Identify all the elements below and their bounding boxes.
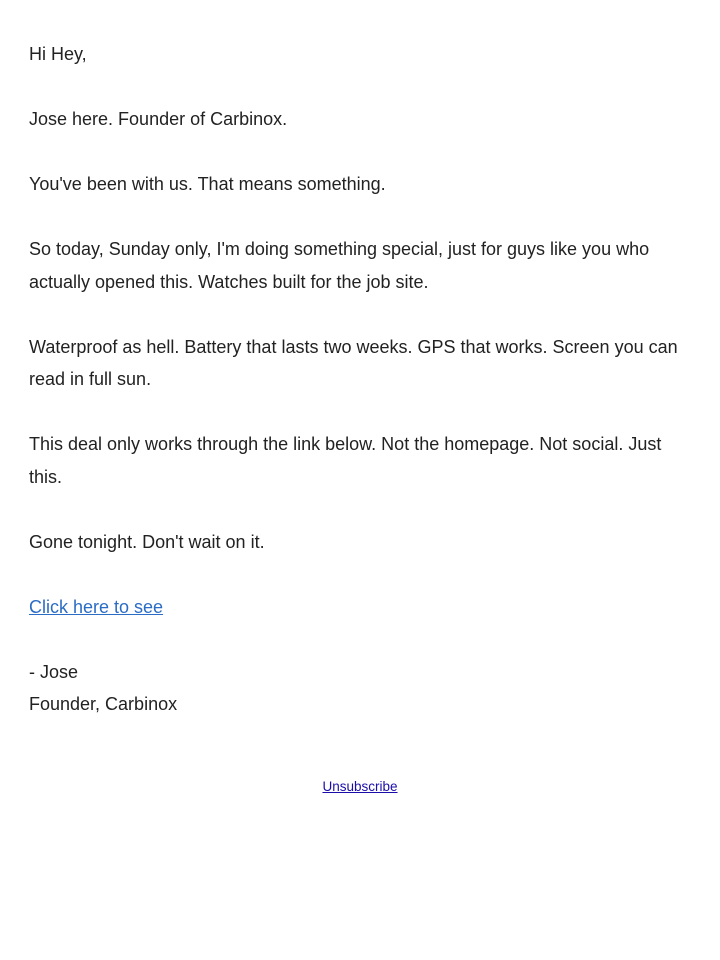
paragraph-link-note: This deal only works through the link below. Not the homepage. Not social. Just this. bbox=[29, 434, 662, 487]
signature-name: - Jose bbox=[29, 661, 79, 682]
paragraph-intro: Jose here. Founder of Carbinox. bbox=[29, 109, 288, 129]
cta-paragraph bbox=[29, 591, 693, 624]
paragraph-features: Waterproof as hell. Battery that lasts two weeks. GPS that works. Screen you can read in full sun. bbox=[29, 336, 678, 389]
paragraph-offer: So today, Sunday only, I'm doing something special, just for guys like you who actually opened this. Watches built for the job site. bbox=[29, 239, 650, 292]
signature bbox=[29, 656, 693, 721]
paragraph-loyalty: You've been with us. That means something. bbox=[29, 174, 386, 194]
cta-link[interactable]: Click here to see bbox=[29, 596, 164, 617]
unsubscribe-link[interactable]: Unsubscribe bbox=[322, 779, 398, 794]
greeting: Hi Hey, bbox=[29, 44, 87, 64]
signature-title: Founder, Carbinox bbox=[29, 694, 178, 714]
email-body bbox=[29, 38, 693, 753]
paragraph-urgency: Gone tonight. Don't wait on it. bbox=[29, 531, 265, 552]
email-footer bbox=[0, 778, 720, 796]
